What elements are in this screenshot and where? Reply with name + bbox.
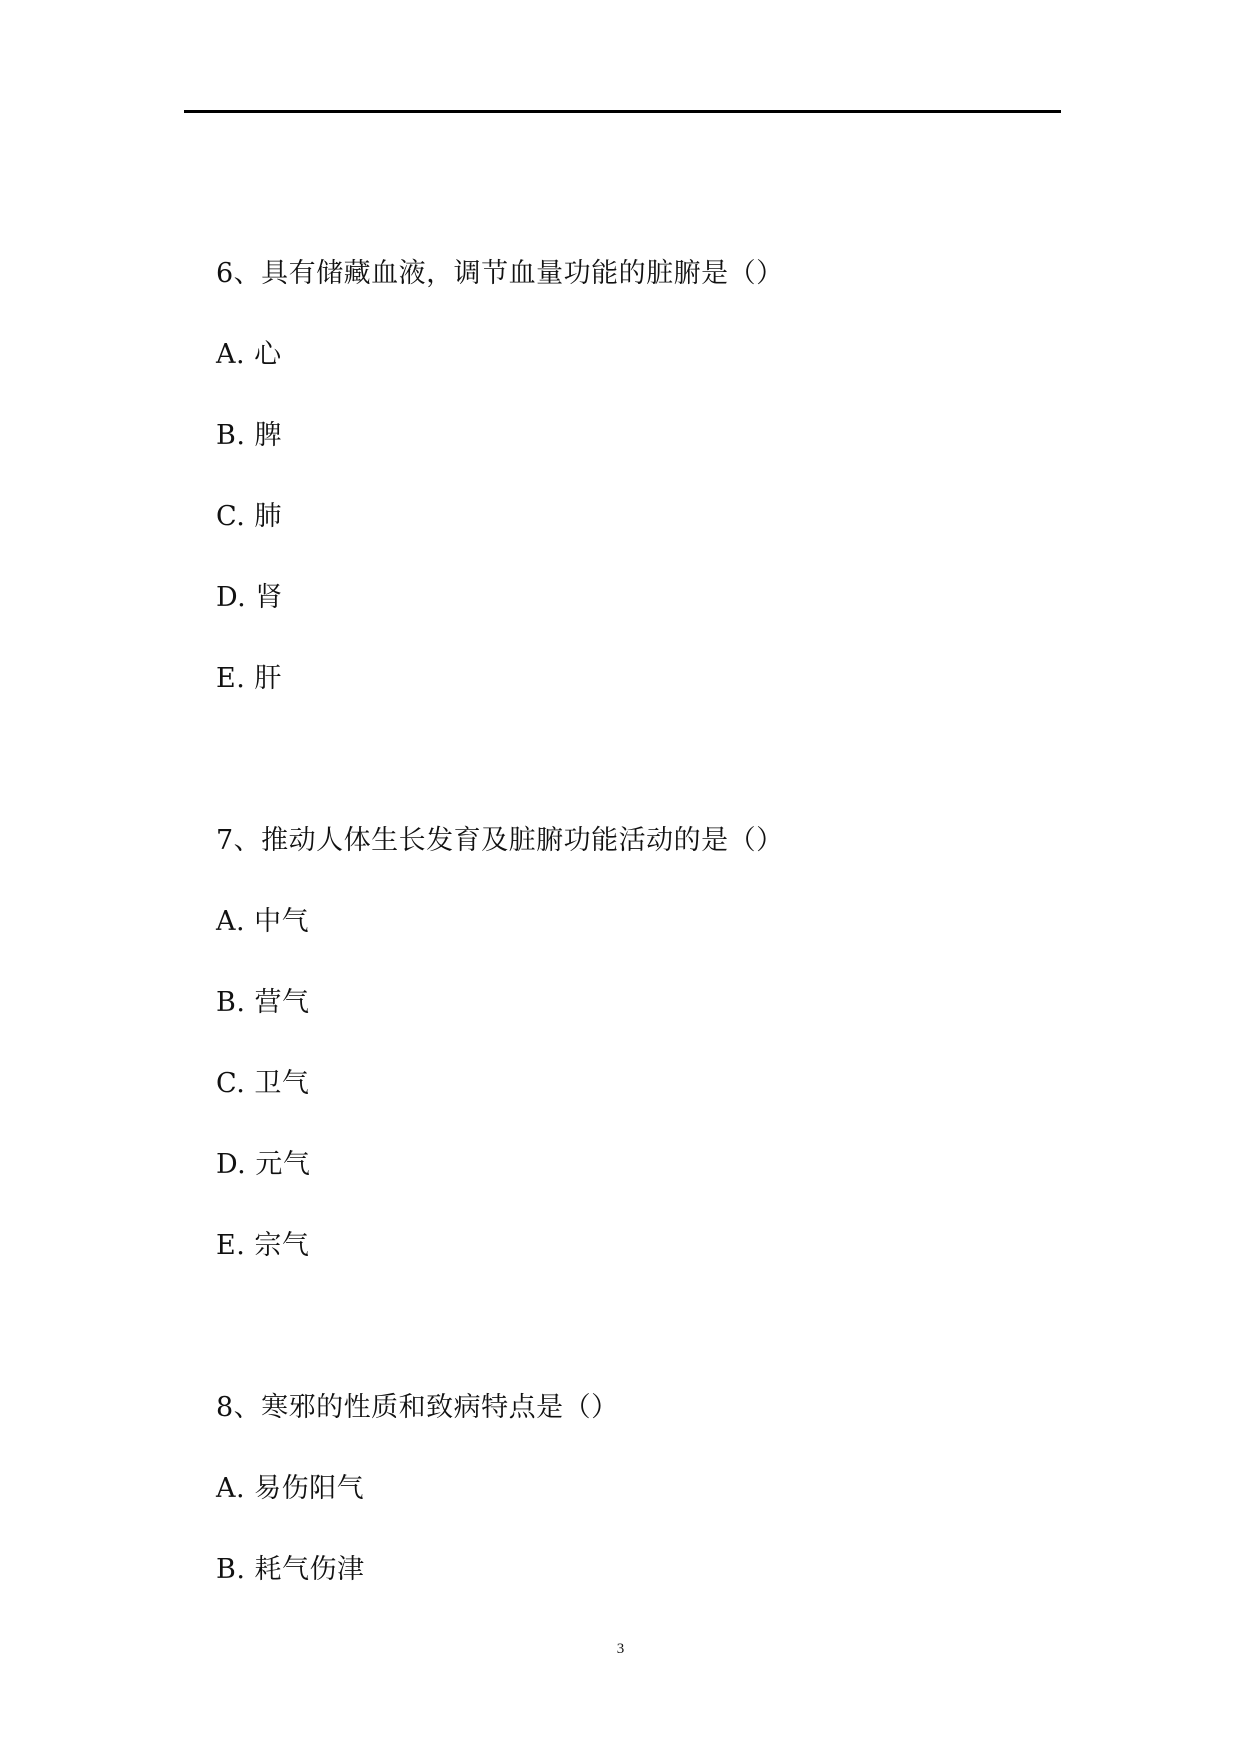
question-6-option-b: B. 脾: [216, 420, 283, 451]
question-8-option-b: B. 耗气伤津: [216, 1554, 365, 1585]
question-7-option-e: E. 宗气: [216, 1230, 310, 1261]
question-7-stem: 7、推动人体生长发育及脏腑功能活动的是（）: [216, 825, 784, 856]
question-6-option-d: D. 肾: [216, 582, 283, 613]
question-7-option-a: A. 中气: [216, 906, 310, 937]
question-6-option-c: C. 肺: [216, 501, 282, 532]
question-6-stem: 6、具有储藏血液，调节血量功能的脏腑是（）: [216, 258, 784, 289]
question-8-option-a: A. 易伤阳气: [216, 1473, 365, 1504]
question-7-option-b: B. 营气: [216, 987, 310, 1018]
question-7-option-c: C. 卫气: [216, 1068, 310, 1099]
question-8-stem: 8、寒邪的性质和致病特点是（）: [216, 1392, 619, 1423]
question-6-option-e: E. 肝: [216, 663, 282, 694]
question-7-option-d: D. 元气: [216, 1149, 311, 1180]
page-number: 3: [616, 1641, 625, 1657]
header-rule: [184, 110, 1061, 113]
question-6-option-a: A. 心: [216, 339, 282, 370]
